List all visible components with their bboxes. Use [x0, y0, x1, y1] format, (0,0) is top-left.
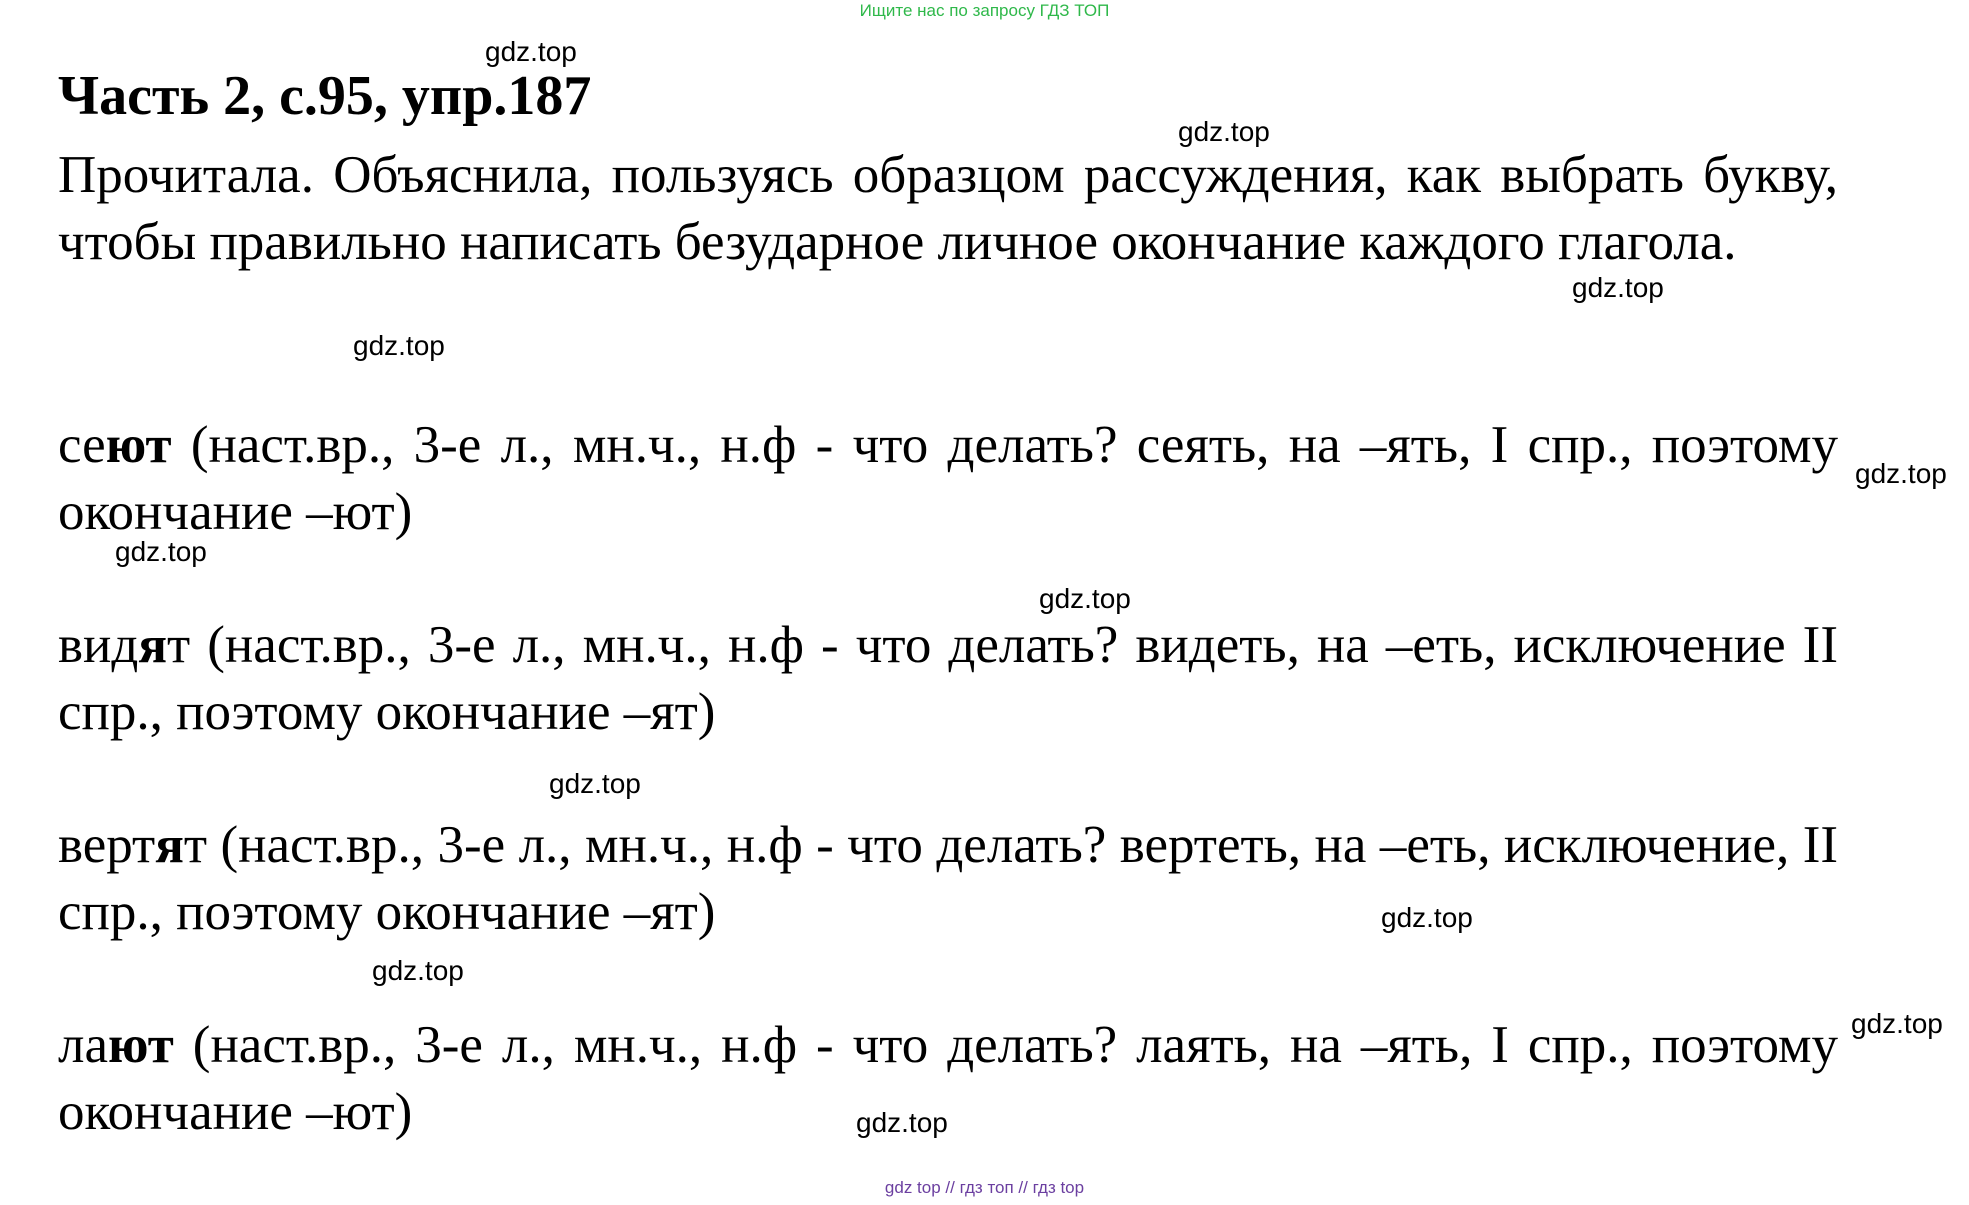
watermark: gdz.top — [1855, 458, 1947, 489]
verb-rest: т — [167, 616, 191, 674]
watermark: gdz.top — [1572, 272, 1664, 303]
verb-stem: се — [58, 416, 106, 474]
watermark: gdz.top — [856, 1107, 948, 1138]
top-banner: Ищите нас по запросу ГДЗ ТОП — [859, 1, 1110, 20]
verb-entry-4 — [58, 1012, 1838, 1146]
watermark: gdz.top — [1851, 1008, 1943, 1039]
watermark: gdz.top — [485, 36, 577, 67]
watermark: gdz.top — [1039, 583, 1131, 614]
verb-stem: вид — [58, 616, 139, 674]
watermark: gdz.top — [549, 768, 641, 799]
page-title: Часть 2, с.95, упр.187 — [58, 65, 592, 127]
verb-rest: т — [183, 816, 208, 874]
watermark: gdz.top — [353, 330, 445, 361]
watermark: gdz.top — [115, 536, 207, 567]
verb-explanation: (наст.вр., 3-е л., мн.ч., н.ф - что делать? вертеть, на –еть, исключение, II спр., поэтому окончание –ят) — [58, 816, 1838, 941]
watermark: gdz.top — [1178, 116, 1270, 147]
verb-entry-3 — [58, 812, 1838, 946]
watermark: gdz.top — [1381, 902, 1473, 933]
verb-stem: ла — [58, 1016, 108, 1074]
verb-ending: ют — [107, 1016, 174, 1074]
verb-explanation: (наст.вр., 3-е л., мн.ч., н.ф - что делать? видеть, на –еть, исключение II спр., поэтому окончание –ят) — [58, 616, 1838, 741]
verb-ending: я — [138, 616, 168, 674]
verb-explanation: (наст.вр., 3-е л., мн.ч., н.ф - что делать? лаять, на –ять, I спр., поэтому окончание –ют) — [58, 1016, 1838, 1141]
watermark: gdz.top — [372, 955, 464, 986]
verb-entry-2 — [58, 612, 1838, 746]
verb-ending: я — [155, 816, 184, 874]
verb-entry-1 — [58, 412, 1838, 546]
verb-stem: верт — [58, 816, 156, 874]
verb-ending: ют — [105, 416, 172, 474]
footer-banner: gdz top // гдз топ // гдз top — [884, 1178, 1085, 1197]
verb-explanation: (наст.вр., 3-е л., мн.ч., н.ф - что делать? сеять, на –ять, I спр., поэтому окончание –ют) — [58, 416, 1838, 541]
intro-paragraph: Прочитала. Объяснила, пользуясь образцом рассуждения, как выбрать букву, чтобы правильно написать безударное личное окончание каждого глагола. — [58, 146, 1838, 271]
